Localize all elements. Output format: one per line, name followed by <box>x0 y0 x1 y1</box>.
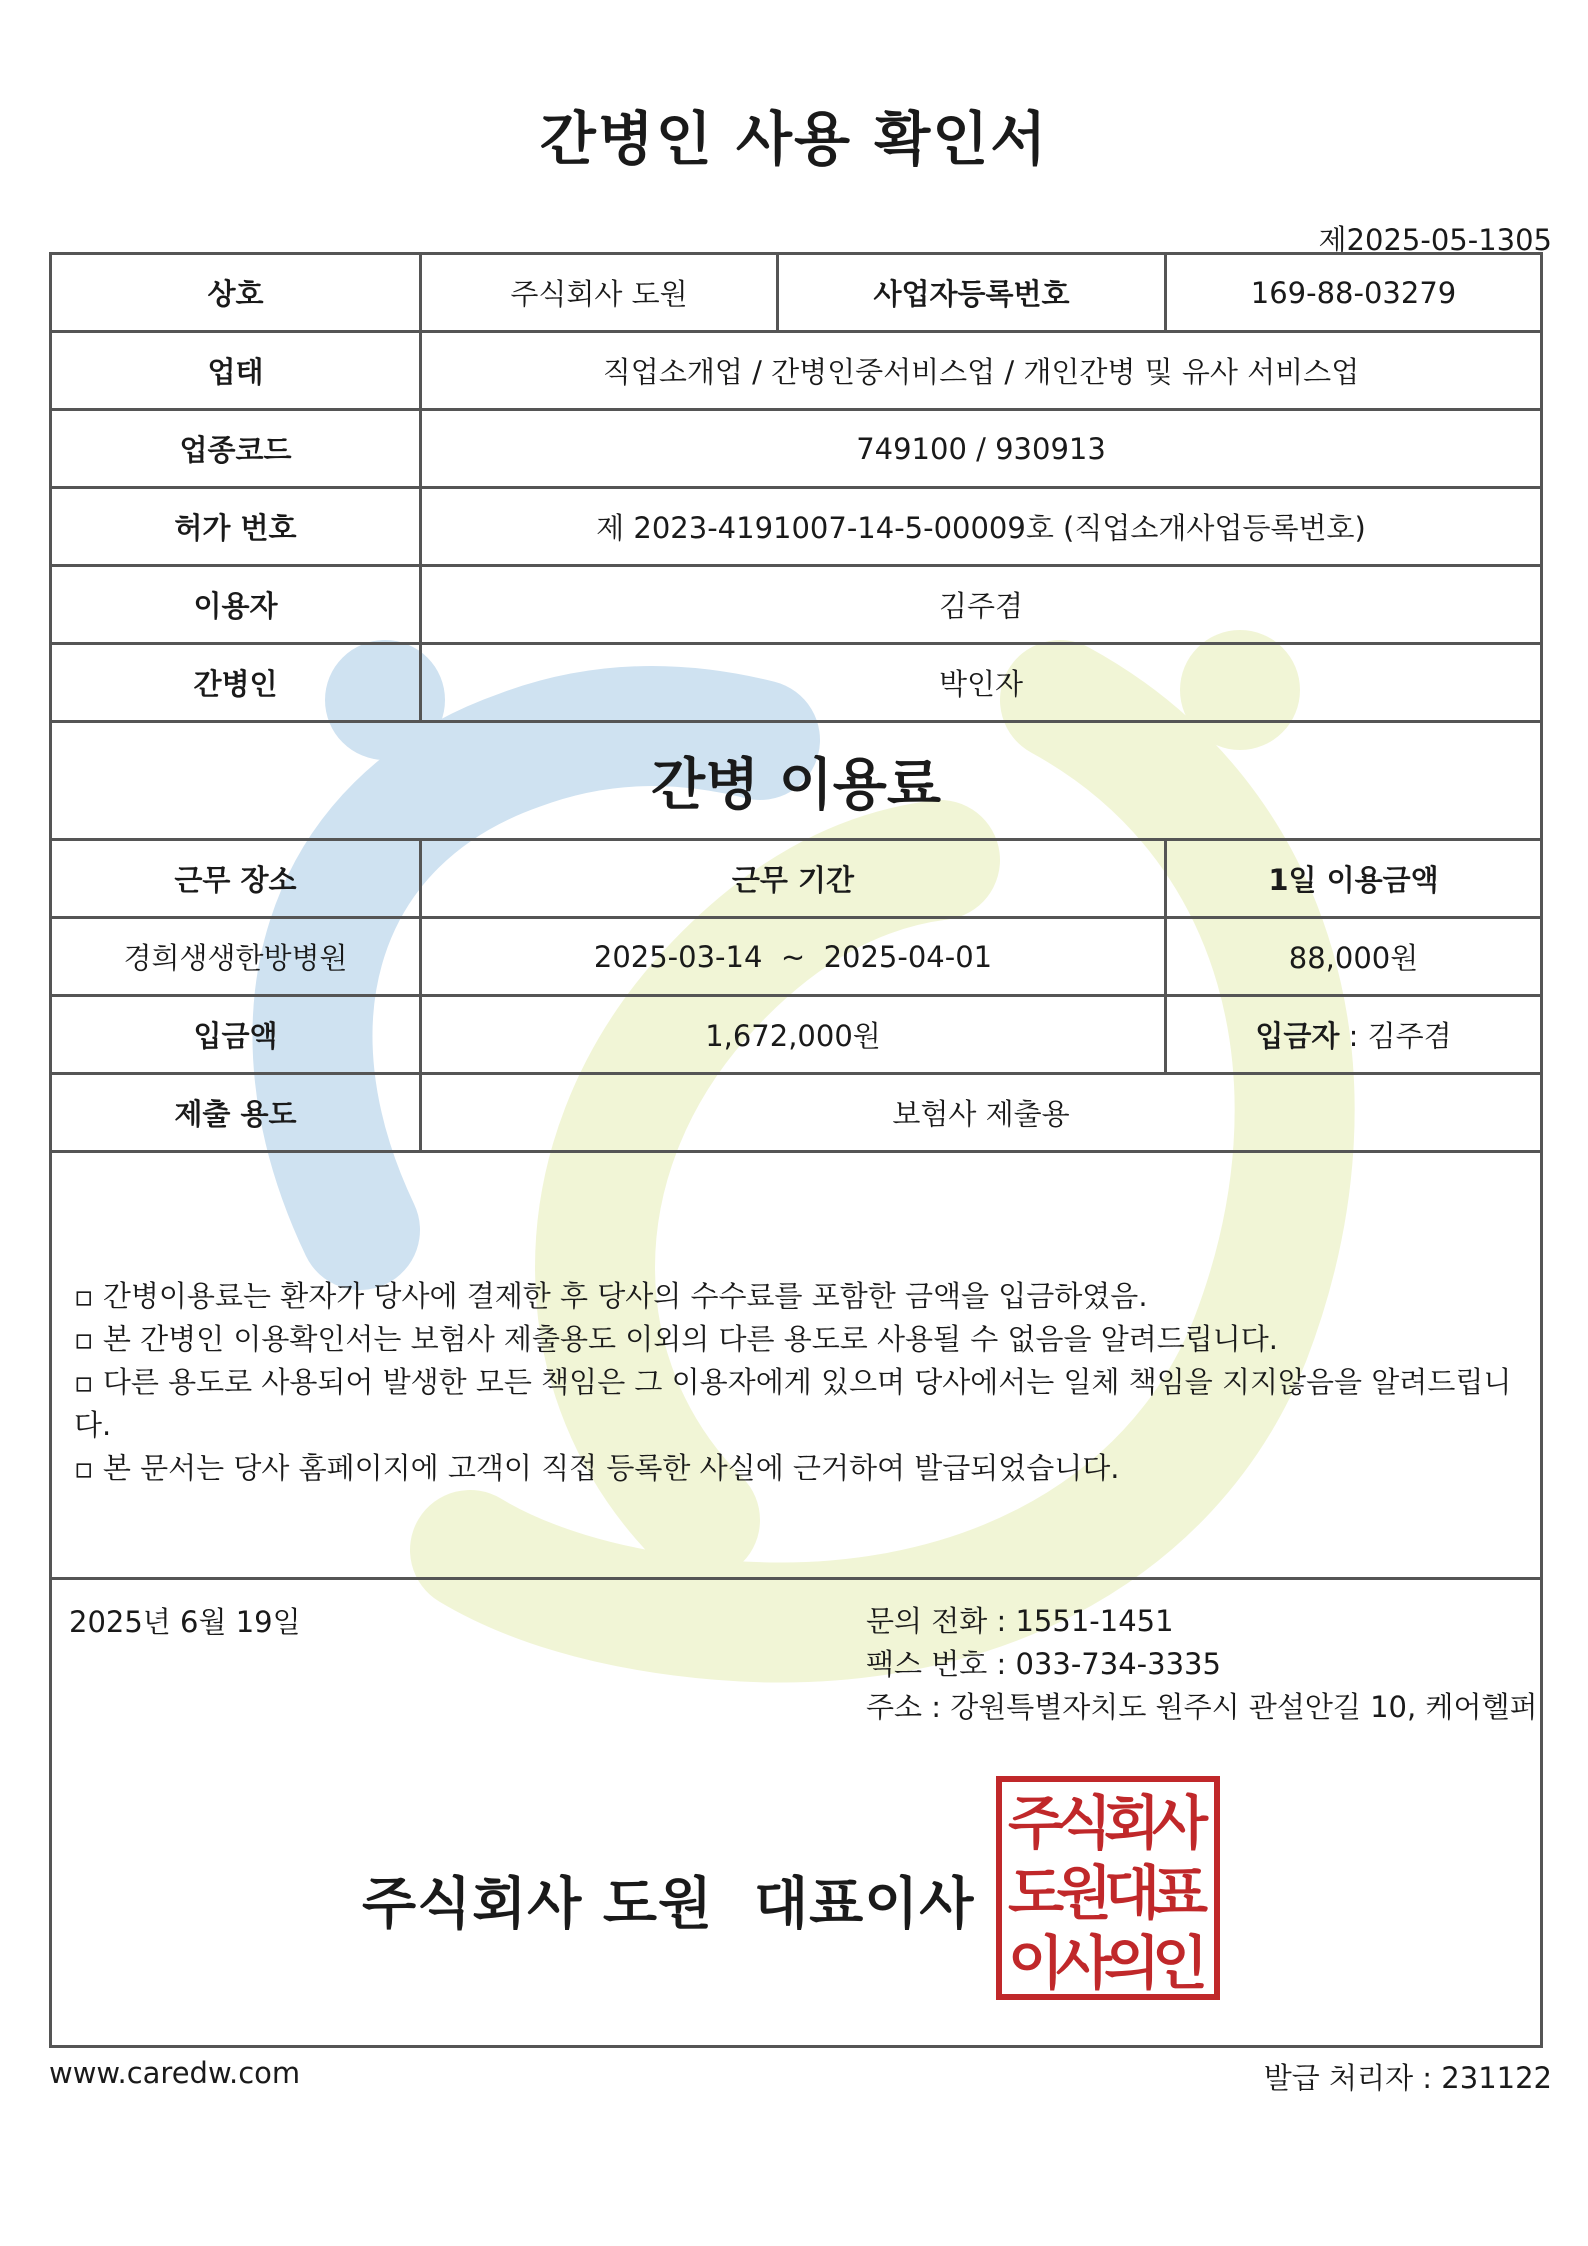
bizno-label: 사업자등록번호 <box>779 255 1167 330</box>
row-industry-code <box>52 411 1540 489</box>
notice-item: ▫ 간병이용료는 환자가 당사에 결제한 후 당사의 수수료를 포함한 금액을 입금하였음. <box>74 1279 1148 1313</box>
permit-number-value: 제 2023-4191007-14-5-00009호 (직업소개사업등록번호) <box>596 511 1366 545</box>
work-period-value: 2025-03-14 ~ 2025-04-01 <box>422 919 1167 994</box>
caregiver-label: 간병인 <box>52 645 422 720</box>
work-period-header: 근무 기간 <box>422 841 1167 916</box>
purpose-label: 제출 용도 <box>52 1075 422 1150</box>
row-fee-values <box>52 919 1540 997</box>
company-seal <box>995 1775 1221 2001</box>
depositor-label: 입금자 <box>1255 1019 1340 1053</box>
svg-text:사: 사 <box>1055 1929 1113 1997</box>
caregiver-value: 박인자 <box>938 667 1024 701</box>
bizno-value: 169-88-03279 <box>1250 275 1457 310</box>
row-fee-title <box>52 723 1540 841</box>
row-purpose <box>52 1075 1540 1153</box>
address: 주소 : 강원특별자치도 원주시 관설안길 10, 케어헬퍼 <box>866 1690 1538 1724</box>
row-deposit <box>52 997 1540 1075</box>
daily-fee-header: 1일 이용금액 <box>1268 863 1439 897</box>
svg-text:이: 이 <box>1007 1929 1065 1997</box>
fee-section-title: 간병 이용료 <box>651 752 941 818</box>
svg-text:도: 도 <box>1007 1859 1065 1927</box>
company-signature: 주식회사 도원 대표이사 <box>362 1872 975 1937</box>
permit-number-label: 허가 번호 <box>52 489 422 564</box>
phone-number: 문의 전화 : 1551-1451 <box>866 1604 1174 1638</box>
industry-code-value: 749100 / 930913 <box>856 431 1106 466</box>
purpose-value: 보험사 제출용 <box>892 1097 1070 1131</box>
deposit-label: 입금액 <box>52 997 422 1072</box>
row-permit-number <box>52 489 1540 567</box>
section-divider <box>52 1577 1540 1580</box>
svg-text:표: 표 <box>1151 1859 1209 1927</box>
notice-list <box>74 1275 1518 1490</box>
work-place-value: 경희생생한방병원 <box>52 919 422 994</box>
company-name-label: 상호 <box>52 255 422 330</box>
row-business-type <box>52 333 1540 411</box>
company-name-value: 주식회사 도원 <box>422 255 779 330</box>
depositor-cell <box>1167 997 1540 1072</box>
svg-text:식: 식 <box>1055 1789 1113 1857</box>
deposit-value: 1,672,000원 <box>422 997 1167 1072</box>
svg-text:인: 인 <box>1151 1929 1209 1997</box>
work-place-header: 근무 장소 <box>52 841 422 916</box>
daily-fee-value: 88,000원 <box>1288 941 1419 975</box>
document-number: 제2025-05-1305 <box>1318 223 1552 257</box>
user-label: 이용자 <box>52 567 422 642</box>
row-fee-headers <box>52 841 1540 919</box>
document-title: 간병인 사용 확인서 <box>539 105 1049 173</box>
business-type-value: 직업소개업 / 간병인중서비스업 / 개인간병 및 유사 서비스업 <box>602 355 1360 389</box>
notice-item: ▫ 다른 용도로 사용되어 발생한 모든 책임은 그 이용자에게 있으며 당사에서는 일체 책임을 지지않음을 알려드립니다. <box>74 1365 1512 1442</box>
industry-code-label: 업종코드 <box>52 411 422 486</box>
fax-number: 팩스 번호 : 033-734-3335 <box>866 1647 1221 1681</box>
row-caregiver <box>52 645 1540 723</box>
notice-item: ▫ 본 간병인 이용확인서는 보험사 제출용도 이외의 다른 용도로 사용될 수 없음을 알려드립니다. <box>74 1322 1279 1356</box>
issue-date: 2025년 6월 19일 <box>69 1605 301 1639</box>
certificate-frame <box>49 252 1543 2048</box>
row-user <box>52 567 1540 645</box>
svg-text:원: 원 <box>1055 1859 1113 1927</box>
svg-text:대: 대 <box>1103 1859 1161 1927</box>
contact-info <box>866 1600 1537 1729</box>
depositor-value: : 김주겸 <box>1339 1019 1452 1053</box>
user-value: 김주겸 <box>938 589 1024 623</box>
notice-item: ▫ 본 문서는 당사 홈페이지에 고객이 직접 등록한 사실에 근거하여 발급되었습니다. <box>74 1451 1120 1485</box>
business-type-label: 업태 <box>52 333 422 408</box>
website-link[interactable]: www.caredw.com <box>49 2056 301 2090</box>
svg-text:의: 의 <box>1103 1929 1161 1997</box>
svg-text:주: 주 <box>1007 1789 1065 1857</box>
svg-text:사: 사 <box>1151 1789 1209 1857</box>
row-company-name <box>52 255 1540 333</box>
svg-text:회: 회 <box>1103 1789 1161 1857</box>
issuer-id: 발급 처리자 : 231122 <box>1263 2061 1552 2095</box>
